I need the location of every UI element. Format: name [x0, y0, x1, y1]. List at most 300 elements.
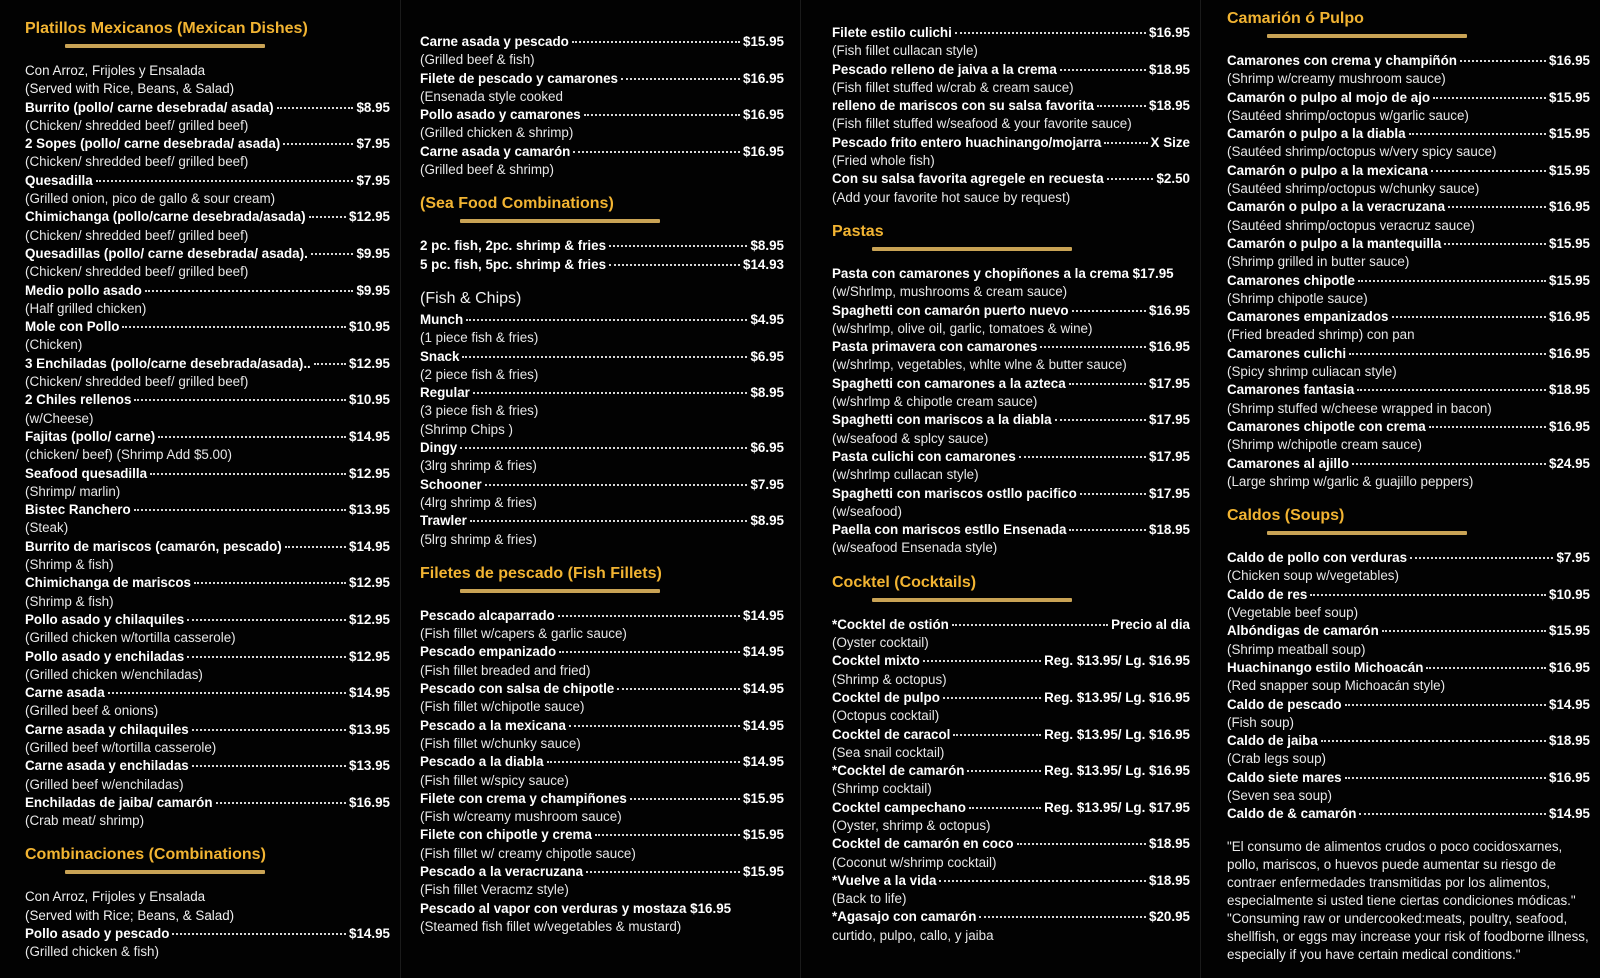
- dot-leader: [1019, 455, 1146, 458]
- item-price: $18.95: [1549, 733, 1590, 749]
- menu-item: [1227, 622, 1590, 640]
- item-price: $18.95: [1149, 836, 1190, 852]
- item-name: 5 pc. fish, 5pc. shrimp & fries: [420, 256, 607, 272]
- dot-leader: [595, 833, 740, 836]
- menu-item: [1227, 696, 1590, 714]
- menu-item: [832, 61, 1190, 79]
- item-name: Carne asada y chilaquiles: [25, 721, 189, 737]
- item-description: (Shrimp & fish): [25, 557, 114, 573]
- menu-item: [1227, 345, 1590, 363]
- menu-item: [832, 411, 1190, 429]
- item-name: Quesadillas (pollo/ carne desebrada/ asada).: [25, 245, 308, 261]
- item-price: $18.95: [1149, 98, 1190, 114]
- item-name: Pescado alcaparrado: [420, 607, 555, 623]
- menu-item: [420, 863, 784, 881]
- item-description: (Fish fillet stuffed w/crab & cream sauce): [832, 79, 1074, 95]
- item-price: $17.95: [1149, 448, 1190, 464]
- menu-item: [832, 908, 1190, 926]
- dot-leader: [1060, 68, 1146, 71]
- menu-item: [420, 256, 784, 274]
- item-name: Filete con crema y champiñones: [420, 790, 627, 806]
- item-price: $12.95: [349, 648, 390, 664]
- item-price: $14.95: [349, 926, 390, 942]
- item-price: $16.95: [1549, 53, 1590, 68]
- item-description: (Spicy shrimp culiacan style): [1227, 364, 1397, 380]
- health-disclaimer: "Consuming raw or undercooked:meats, poultry, seafood, shellfish, or eggs may increase your risk of foodborne illness, especially if you have certain medical conditions.": [1227, 910, 1589, 962]
- dot-leader: [314, 362, 346, 365]
- item-price: $12.95: [349, 611, 390, 627]
- menu-item: [1227, 272, 1590, 290]
- menu-item: [832, 652, 1190, 670]
- section-title: Pastas: [832, 222, 884, 240]
- dot-leader: [1382, 629, 1546, 632]
- menu-section: [1227, 8, 1590, 491]
- menu-item: [420, 643, 784, 661]
- menu-item: [1227, 769, 1590, 787]
- item-name: Enchiladas de jaiba/ camarón: [25, 794, 213, 810]
- dot-leader: [187, 618, 346, 621]
- menu-item: [420, 384, 784, 402]
- section-subtitle: (Fish & Chips): [420, 289, 522, 307]
- item-description: (Grilled onion, pico de gallo & sour cream): [25, 191, 276, 207]
- health-disclaimer: "El consumo de alimentos crudos o poco cocidosxarnes, pollo, mariscos, o huevos puede aumentar su riesgo de contraer enfermedades transmitidas por los alimentos, especialmente si usted tiene ciertas condiciones módicas.": [1227, 838, 1576, 908]
- menu-item: [1227, 162, 1590, 180]
- menu-item: [1227, 125, 1590, 143]
- dot-leader: [630, 797, 740, 800]
- item-name: 2 Chiles rellenos: [25, 392, 132, 408]
- menu-section: [832, 221, 1190, 558]
- dot-leader: [1433, 96, 1546, 99]
- menu-section: [832, 24, 1190, 207]
- menu-item: [832, 375, 1190, 393]
- item-description: (Grilled chicken w/enchiladas): [25, 666, 203, 682]
- item-price: $14.95: [743, 607, 784, 623]
- dot-leader: [192, 764, 346, 767]
- menu-item: [832, 265, 1190, 283]
- menu-item: [1227, 659, 1590, 677]
- dot-leader: [953, 733, 1041, 736]
- menu-item: [420, 512, 784, 530]
- item-price: Reg. $13.95/ Lg. $16.95: [1044, 726, 1190, 742]
- dot-leader: [979, 915, 1146, 918]
- item-price: Precio al dia: [1111, 616, 1190, 632]
- item-description: (Ensenada style cooked: [420, 88, 563, 104]
- menu-item: [25, 574, 390, 592]
- dot-leader: [187, 655, 346, 658]
- section-divider: [65, 870, 265, 874]
- item-name: Pescado a la diabla: [420, 754, 544, 770]
- item-description: (Chicken): [25, 337, 83, 353]
- item-price: $12.95: [349, 575, 390, 591]
- item-description: (w/Cheese): [25, 410, 94, 426]
- menu-item: [1227, 732, 1590, 750]
- menu-item: [832, 485, 1190, 503]
- item-name: Caldo de & camarón: [1227, 806, 1357, 822]
- item-name: Spaghetti con mariscos a la diabla: [832, 412, 1052, 428]
- item-description: (Shrimp w/chipotle cream sauce): [1227, 437, 1422, 453]
- item-description: (Vegetable beef soup): [1227, 605, 1359, 621]
- menu-column-3: [800, 0, 1200, 978]
- menu-item: [25, 611, 390, 629]
- item-name: *Agasajo con camarón: [832, 909, 977, 925]
- menu-item: [832, 799, 1190, 817]
- menu-item: [832, 835, 1190, 853]
- item-price: $14.95: [349, 538, 390, 554]
- item-name: Pescado empanizado: [420, 644, 557, 660]
- menu-item: [25, 282, 390, 300]
- item-name: Snack: [420, 348, 460, 364]
- item-name: Spaghetti con camarón puerto nuevo: [832, 302, 1069, 318]
- dot-leader: [158, 435, 346, 438]
- dot-leader: [1069, 528, 1146, 531]
- menu-item: [1227, 549, 1590, 567]
- item-price: $12.95: [349, 209, 390, 225]
- item-description: (Shrimp meatball soup): [1227, 641, 1366, 657]
- item-name: Pescado frito entero huachinango/mojarra: [832, 134, 1102, 150]
- dot-leader: [559, 650, 740, 653]
- dot-leader: [1017, 842, 1146, 845]
- item-name: Pollo asado y camarones: [420, 107, 581, 123]
- menu-item: [25, 501, 390, 519]
- item-name: Camarones chipotle con crema: [1227, 418, 1426, 434]
- item-description: (Fried whole fish): [832, 153, 935, 169]
- dot-leader: [609, 263, 740, 266]
- menu-item: [420, 790, 784, 808]
- item-name: Carne asada y pescado: [420, 34, 569, 49]
- menu-item: [832, 521, 1190, 539]
- item-name: Cocktel campechano: [832, 799, 966, 815]
- item-name: Seafood quesadilla: [25, 465, 148, 481]
- dot-leader: [466, 318, 747, 321]
- menu-item: [420, 33, 784, 51]
- item-description: (Fish fillet Veracmz style): [420, 882, 569, 898]
- dot-leader: [473, 391, 748, 394]
- item-name: Pasta con camarones y chopiñones a la crema $17.95: [832, 265, 1174, 281]
- dot-leader: [1345, 776, 1546, 779]
- item-name: 2 Sopes (pollo/ carne desebrada/ asada): [25, 136, 281, 152]
- dot-leader: [462, 355, 747, 358]
- dot-leader: [194, 581, 346, 584]
- section-intro: (Served with Rice; Beans, & Salad): [25, 907, 235, 923]
- dot-leader: [1040, 345, 1146, 348]
- item-name: relleno de mariscos con su salsa favorita: [832, 98, 1094, 114]
- dot-leader: [1104, 141, 1147, 144]
- section-divider: [1267, 531, 1467, 535]
- item-name: Carne asada y camarón: [420, 143, 571, 159]
- item-price: $15.95: [743, 863, 784, 879]
- item-name: Spaghetti con camarones a la azteca: [832, 375, 1066, 391]
- dot-leader: [573, 150, 740, 153]
- menu-item: [832, 689, 1190, 707]
- item-name: Filete con chipotle y crema: [420, 827, 592, 843]
- item-price: $18.95: [1549, 382, 1590, 398]
- menu-item: [832, 762, 1190, 780]
- item-description: (Steak): [25, 520, 69, 536]
- item-price: $12.95: [349, 465, 390, 481]
- item-description: (Chicken/ shredded beef/ grilled beef): [25, 227, 249, 243]
- item-name: Trawler: [420, 513, 467, 529]
- item-price: $16.95: [743, 70, 784, 86]
- menu-item: [420, 826, 784, 844]
- item-description: (chicken/ beef) (Shrimp Add $5.00): [25, 447, 232, 463]
- item-price: $24.95: [1549, 455, 1590, 471]
- section-title: Cocktel (Cocktails): [832, 573, 977, 591]
- dot-leader: [1321, 739, 1546, 742]
- item-name: Camarón o pulpo al mojo de ajo: [1227, 89, 1431, 105]
- dot-leader: [923, 659, 1041, 662]
- item-price: $14.95: [1549, 806, 1590, 822]
- dot-leader: [1357, 388, 1546, 391]
- item-price: $7.95: [750, 476, 784, 492]
- item-price: $14.93: [743, 256, 784, 272]
- item-name: Cocktel de pulpo: [832, 689, 940, 705]
- item-description: (Sautéed shrimp/octopus w/very spicy sauce): [1227, 144, 1497, 160]
- item-description: (Fish soup): [1227, 714, 1294, 730]
- dot-leader: [967, 769, 1041, 772]
- item-description: (Grilled beef & onions): [25, 703, 159, 719]
- item-price: $16.95: [743, 143, 784, 159]
- item-description: (Shrimp grilled in butter sauce): [1227, 254, 1410, 270]
- section-divider: [872, 247, 1072, 251]
- menu-section: [1227, 505, 1590, 823]
- menu-item: [25, 538, 390, 556]
- item-price: $15.95: [1549, 126, 1590, 142]
- dot-leader: [470, 519, 748, 522]
- item-price: $4.95: [750, 311, 784, 327]
- item-description: (Fish fillet w/chunky sauce): [420, 735, 581, 751]
- dot-leader: [108, 691, 346, 694]
- dot-leader: [969, 806, 1041, 809]
- menu-item: [420, 900, 784, 918]
- menu-item: [832, 134, 1190, 152]
- item-description: (Shrimp chipotle sauce): [1227, 290, 1368, 306]
- menu-item: [25, 465, 390, 483]
- item-name: Caldo de res: [1227, 586, 1308, 602]
- item-name: Camarones fantasia: [1227, 382, 1355, 398]
- menu-section: [25, 844, 390, 961]
- item-name: Camarones con crema y champiñón: [1227, 53, 1457, 68]
- dot-leader: [1429, 425, 1546, 428]
- menu-column-1: [0, 0, 400, 978]
- section-title: Camarión ó Pulpo: [1227, 10, 1364, 27]
- item-price: $14.95: [1549, 696, 1590, 712]
- menu-item: [25, 355, 390, 373]
- menu-item: [1227, 235, 1590, 253]
- section-title: Platillos Mexicanos (Mexican Dishes): [25, 20, 308, 37]
- item-description: (w/shrlmp & chipotle cream sauce): [832, 394, 1038, 410]
- dot-leader: [1352, 462, 1546, 465]
- item-price: $14.95: [743, 754, 784, 770]
- item-price: $15.95: [1549, 162, 1590, 178]
- item-description: (Coconut w/shrimp cocktail): [832, 854, 997, 870]
- menu-column-4: [1200, 0, 1600, 978]
- menu-item: [1227, 418, 1590, 436]
- item-name: Pescado con salsa de chipotle: [420, 681, 615, 697]
- dot-leader: [1431, 169, 1546, 172]
- menu-item: [832, 338, 1190, 356]
- menu-item: [25, 172, 390, 190]
- item-name: Pasta primavera con camarones: [832, 339, 1038, 355]
- item-description: (3lrg shrimp & fries): [420, 458, 537, 474]
- menu-column-2: [400, 0, 800, 978]
- dot-leader: [569, 724, 740, 727]
- item-name: Camarones chipotle: [1227, 272, 1355, 288]
- item-description: (w/shrlmp cullacan style): [832, 467, 979, 483]
- item-price: $9.95: [356, 282, 390, 298]
- item-price: $16.95: [743, 107, 784, 123]
- item-price: $8.95: [356, 99, 390, 115]
- dot-leader: [277, 106, 354, 109]
- item-name: Munch: [420, 311, 464, 327]
- item-name: Schooner: [420, 476, 482, 492]
- item-price: $7.95: [356, 136, 390, 152]
- item-description: (1 piece fish & fries): [420, 330, 539, 346]
- item-name: Burrito de mariscos (camarón, pescado): [25, 538, 282, 554]
- item-description: (Shrimp stuffed w/cheese wrapped in bacon): [1227, 400, 1492, 416]
- item-description: (Seven sea soup): [1227, 787, 1332, 803]
- item-name: Pollo asado y enchiladas: [25, 648, 185, 664]
- item-description: (Shrimp & fish): [25, 593, 114, 609]
- item-name: Cocktel mixto: [832, 653, 920, 669]
- item-description: (Shrimp & octopus): [832, 671, 947, 687]
- item-name: *Vuelve a la vida: [832, 872, 937, 888]
- dot-leader: [1055, 418, 1147, 421]
- section-intro: Con Arroz, Frijoles y Ensalada: [25, 63, 206, 78]
- menu-item: [25, 721, 390, 739]
- dot-leader: [122, 325, 346, 328]
- menu-item: [25, 684, 390, 702]
- menu-item: [832, 448, 1190, 466]
- item-description: (Sautéed shrimp/octopus w/garlic sauce): [1227, 107, 1469, 123]
- item-name: Camarón o pulpo a la mantequilla: [1227, 235, 1442, 251]
- item-description: (Fish fillet w/chipotle sauce): [420, 699, 585, 715]
- dot-leader: [96, 179, 354, 182]
- item-name: Pescado al vapor con verduras y mostaza $16.95: [420, 900, 732, 916]
- dot-leader: [1444, 242, 1546, 245]
- item-price: $14.95: [349, 685, 390, 701]
- section-divider: [460, 589, 660, 593]
- item-name: Huachinango estilo Michoacán: [1227, 659, 1424, 675]
- dot-leader: [134, 398, 346, 401]
- menu-item: [1227, 89, 1590, 107]
- menu-item: [1227, 381, 1590, 399]
- item-price: $12.95: [349, 355, 390, 371]
- item-price: $15.95: [1549, 235, 1590, 251]
- section-title: Filetes de pescado (Fish Fillets): [420, 564, 662, 582]
- item-price: $16.95: [1549, 659, 1590, 675]
- item-name: *Cocktel de camarón: [832, 763, 965, 779]
- menu-section: [420, 193, 784, 274]
- item-name: Regular: [420, 385, 470, 401]
- item-price: $2.50: [1156, 171, 1190, 187]
- dot-leader: [586, 870, 740, 873]
- item-name: Caldo siete mares: [1227, 769, 1342, 785]
- section-divider: [65, 44, 265, 48]
- menu-item: [832, 302, 1190, 320]
- menu-item: [25, 757, 390, 775]
- item-description: (Fish fillet stuffed w/seafood & your favorite sauce): [832, 116, 1132, 132]
- dot-leader: [955, 31, 1146, 34]
- item-price: $15.95: [743, 34, 784, 49]
- item-description: (Fish fillet breaded and fried): [420, 662, 591, 678]
- item-description: (Chicken/ shredded beef/ grilled beef): [25, 154, 249, 170]
- item-description: (Fish fillet w/capers & garlic sauce): [420, 626, 627, 642]
- dot-leader: [609, 244, 747, 247]
- dot-leader: [1426, 666, 1546, 669]
- item-description: (Large shrimp w/garlic & guajillo peppers): [1227, 473, 1474, 489]
- dot-leader: [1359, 812, 1546, 815]
- item-name: Con su salsa favorita agregele en recuesta: [832, 171, 1104, 187]
- menu-item: [420, 717, 784, 735]
- dot-leader: [1460, 59, 1546, 62]
- dot-leader: [150, 472, 346, 475]
- item-name: Pescado a la veracruzana: [420, 863, 584, 879]
- dot-leader: [952, 623, 1108, 626]
- item-description: (Fish w/creamy mushroom sauce): [420, 809, 622, 825]
- item-description: (w/seafood Ensenada style): [832, 540, 998, 556]
- item-name: Mole con Pollo: [25, 319, 120, 335]
- item-price: $13.95: [349, 502, 390, 518]
- item-price: $14.95: [349, 428, 390, 444]
- item-name: Spaghetti con mariscos ostllo pacifico: [832, 485, 1077, 501]
- item-price: $20.95: [1149, 909, 1190, 925]
- menu-item: [420, 311, 784, 329]
- item-description: (w/shrlmp, vegetables, whlte wlne & butter sauce): [832, 357, 1127, 373]
- item-price: $16.95: [1149, 339, 1190, 355]
- dot-leader: [285, 545, 346, 548]
- item-description: (Shrimp cocktail): [832, 781, 932, 797]
- dot-leader: [485, 483, 748, 486]
- item-price: Reg. $13.95/ Lg. $17.95: [1044, 799, 1190, 815]
- item-description: (Fish fillet w/ creamy chipotle sauce): [420, 845, 636, 861]
- item-price: $16.95: [1149, 302, 1190, 318]
- item-description: (Red snapper soup Michoacán style): [1227, 678, 1446, 694]
- item-name: Pescado relleno de jaiva a la crema: [832, 61, 1057, 77]
- item-price: $16.95: [1549, 418, 1590, 434]
- item-description: (3 piece fish & fries): [420, 403, 539, 419]
- menu-item: [25, 208, 390, 226]
- section-title: (Sea Food Combinations): [420, 195, 614, 213]
- menu-item: [832, 24, 1190, 42]
- item-description: (w/shrlmp, olive oil, garlic, tomatoes & wine): [832, 320, 1093, 336]
- section-divider: [460, 219, 660, 223]
- item-name: Camarones al ajillo: [1227, 455, 1350, 471]
- menu-item: [832, 170, 1190, 188]
- menu-item: [420, 439, 784, 457]
- menu-item: [25, 245, 390, 263]
- menu-item: [420, 70, 784, 88]
- item-price: $10.95: [1549, 586, 1590, 602]
- menu-item: [420, 106, 784, 124]
- item-price: X Size: [1150, 134, 1190, 150]
- dot-leader: [1392, 315, 1547, 318]
- item-price: $10.95: [349, 392, 390, 408]
- menu-item: [420, 348, 784, 366]
- item-price: $16.95: [1549, 309, 1590, 325]
- item-price: $13.95: [349, 758, 390, 774]
- item-price: $18.95: [1149, 522, 1190, 538]
- item-price: $8.95: [750, 385, 784, 401]
- item-price: $6.95: [750, 348, 784, 364]
- dot-leader: [283, 142, 353, 145]
- item-name: Fajitas (pollo/ carne): [25, 428, 156, 444]
- item-price: $18.95: [1149, 61, 1190, 77]
- item-description: (Grilled beef & shrimp): [420, 162, 554, 178]
- item-description: (Sautéed shrimp/octopus veracruz sauce): [1227, 217, 1475, 233]
- dot-leader: [460, 446, 747, 449]
- item-price: $14.95: [743, 717, 784, 733]
- item-name: Quesadilla: [25, 172, 93, 188]
